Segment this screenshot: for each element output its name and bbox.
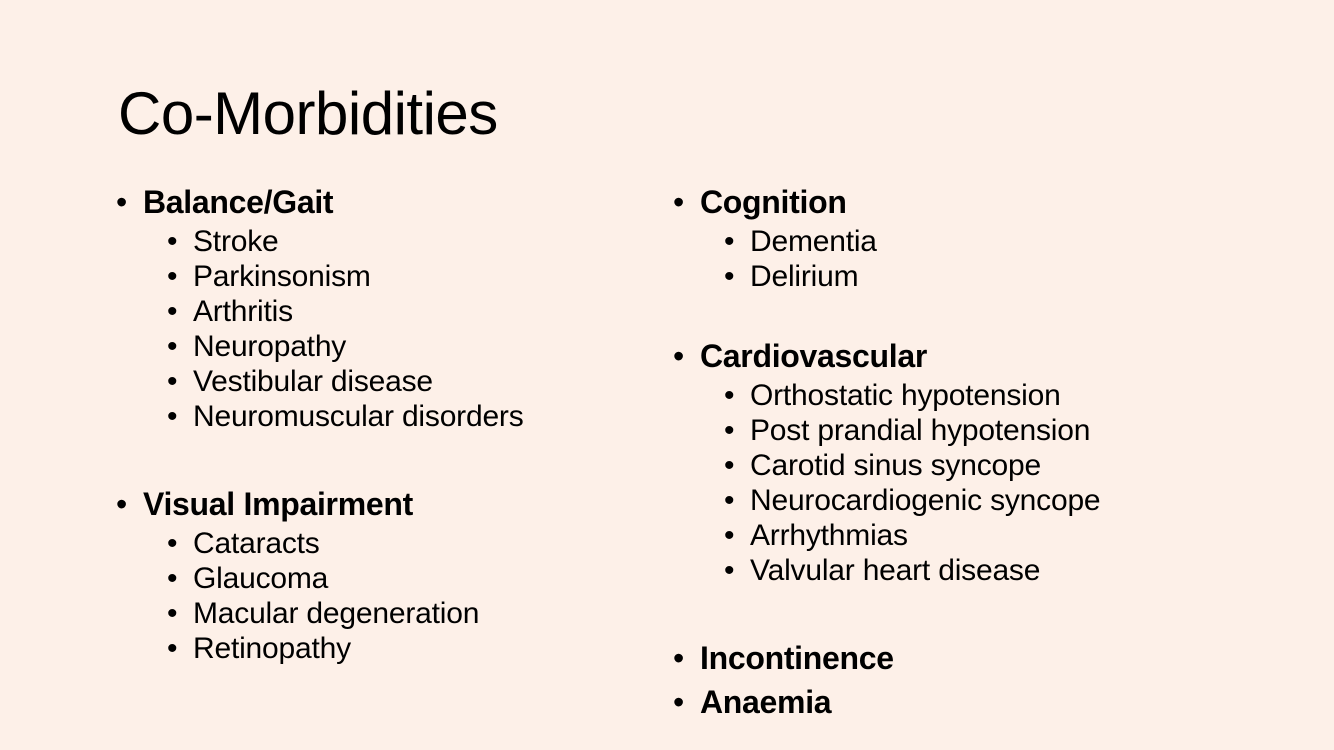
- sub-list: [116, 224, 656, 434]
- heading-text: Incontinence: [700, 640, 894, 676]
- item-text: Stroke: [193, 225, 279, 258]
- group-heading: [673, 334, 1273, 378]
- left-column: [116, 180, 656, 666]
- item-text: Glaucoma: [193, 562, 329, 595]
- bullet-icon: •: [673, 684, 684, 720]
- bullet-icon: •: [167, 527, 178, 560]
- item-text: Parkinsonism: [193, 260, 371, 293]
- right-column: [673, 180, 1273, 724]
- bullet-icon: •: [724, 379, 735, 412]
- bullet-icon: •: [167, 562, 178, 595]
- bullet-icon: •: [673, 640, 684, 676]
- group-balance-gait: [116, 180, 656, 434]
- group-heading: [116, 482, 656, 526]
- list-item: [724, 224, 1273, 259]
- bullet-icon: •: [116, 184, 127, 220]
- item-text: Valvular heart disease: [750, 554, 1041, 587]
- sub-list: [673, 224, 1273, 294]
- bullet-icon: •: [724, 449, 735, 482]
- list-item: [167, 364, 656, 399]
- list-item: [724, 259, 1273, 294]
- group-cognition: [673, 180, 1273, 294]
- heading-text: Visual Impairment: [143, 486, 413, 522]
- sub-list: [673, 378, 1273, 588]
- bullet-icon: •: [673, 338, 684, 374]
- bullet-icon: •: [167, 225, 178, 258]
- list-item: [724, 378, 1273, 413]
- item-text: Arthritis: [193, 295, 293, 328]
- bullet-icon: •: [167, 597, 178, 630]
- list-item: [724, 448, 1273, 483]
- list-item: [167, 526, 656, 561]
- list-item: [167, 399, 656, 434]
- bullet-icon: •: [724, 225, 735, 258]
- sub-list: [116, 526, 656, 666]
- list-item: [724, 518, 1273, 553]
- item-text: Vestibular disease: [193, 365, 433, 398]
- bullet-icon: •: [724, 554, 735, 587]
- list-item: [167, 329, 656, 364]
- item-text: Delirium: [750, 260, 859, 293]
- bullet-icon: •: [167, 330, 178, 363]
- bullet-icon: •: [673, 184, 684, 220]
- list-item: [724, 553, 1273, 588]
- bullet-icon: •: [116, 486, 127, 522]
- list-item: [167, 631, 656, 666]
- item-text: Carotid sinus syncope: [750, 449, 1041, 482]
- item-text: Post prandial hypotension: [750, 414, 1091, 447]
- slide-title: Co-Morbidities: [118, 80, 498, 147]
- group-heading: [673, 680, 1273, 724]
- bullet-icon: •: [724, 484, 735, 517]
- list-item: [724, 413, 1273, 448]
- list-item: [167, 596, 656, 631]
- item-text: Retinopathy: [193, 632, 351, 665]
- bullet-icon: •: [167, 400, 178, 433]
- group-anaemia: [673, 680, 1273, 724]
- list-item: [167, 294, 656, 329]
- heading-text: Cognition: [700, 184, 847, 220]
- bullet-icon: •: [724, 260, 735, 293]
- item-text: Neuromuscular disorders: [193, 400, 524, 433]
- group-heading: [116, 180, 656, 224]
- list-item: [167, 259, 656, 294]
- heading-text: Balance/Gait: [143, 184, 334, 220]
- bullet-icon: •: [167, 365, 178, 398]
- item-text: Dementia: [750, 225, 877, 258]
- item-text: Neurocardiogenic syncope: [750, 484, 1101, 517]
- bullet-icon: •: [167, 295, 178, 328]
- item-text: Neuropathy: [193, 330, 347, 363]
- list-item: [167, 224, 656, 259]
- group-visual-impairment: [116, 482, 656, 666]
- group-incontinence: [673, 636, 1273, 680]
- group-heading: [673, 636, 1273, 680]
- group-cardiovascular: [673, 334, 1273, 588]
- item-text: Macular degeneration: [193, 597, 480, 630]
- group-heading: [673, 180, 1273, 224]
- heading-text: Anaemia: [700, 684, 832, 720]
- bullet-icon: •: [724, 414, 735, 447]
- item-text: Cataracts: [193, 527, 320, 560]
- list-item: [167, 561, 656, 596]
- heading-text: Cardiovascular: [700, 338, 928, 374]
- bullet-icon: •: [724, 519, 735, 552]
- list-item: [724, 483, 1273, 518]
- bullet-icon: •: [167, 632, 178, 665]
- item-text: Arrhythmias: [750, 519, 908, 552]
- item-text: Orthostatic hypotension: [750, 379, 1061, 412]
- bullet-icon: •: [167, 260, 178, 293]
